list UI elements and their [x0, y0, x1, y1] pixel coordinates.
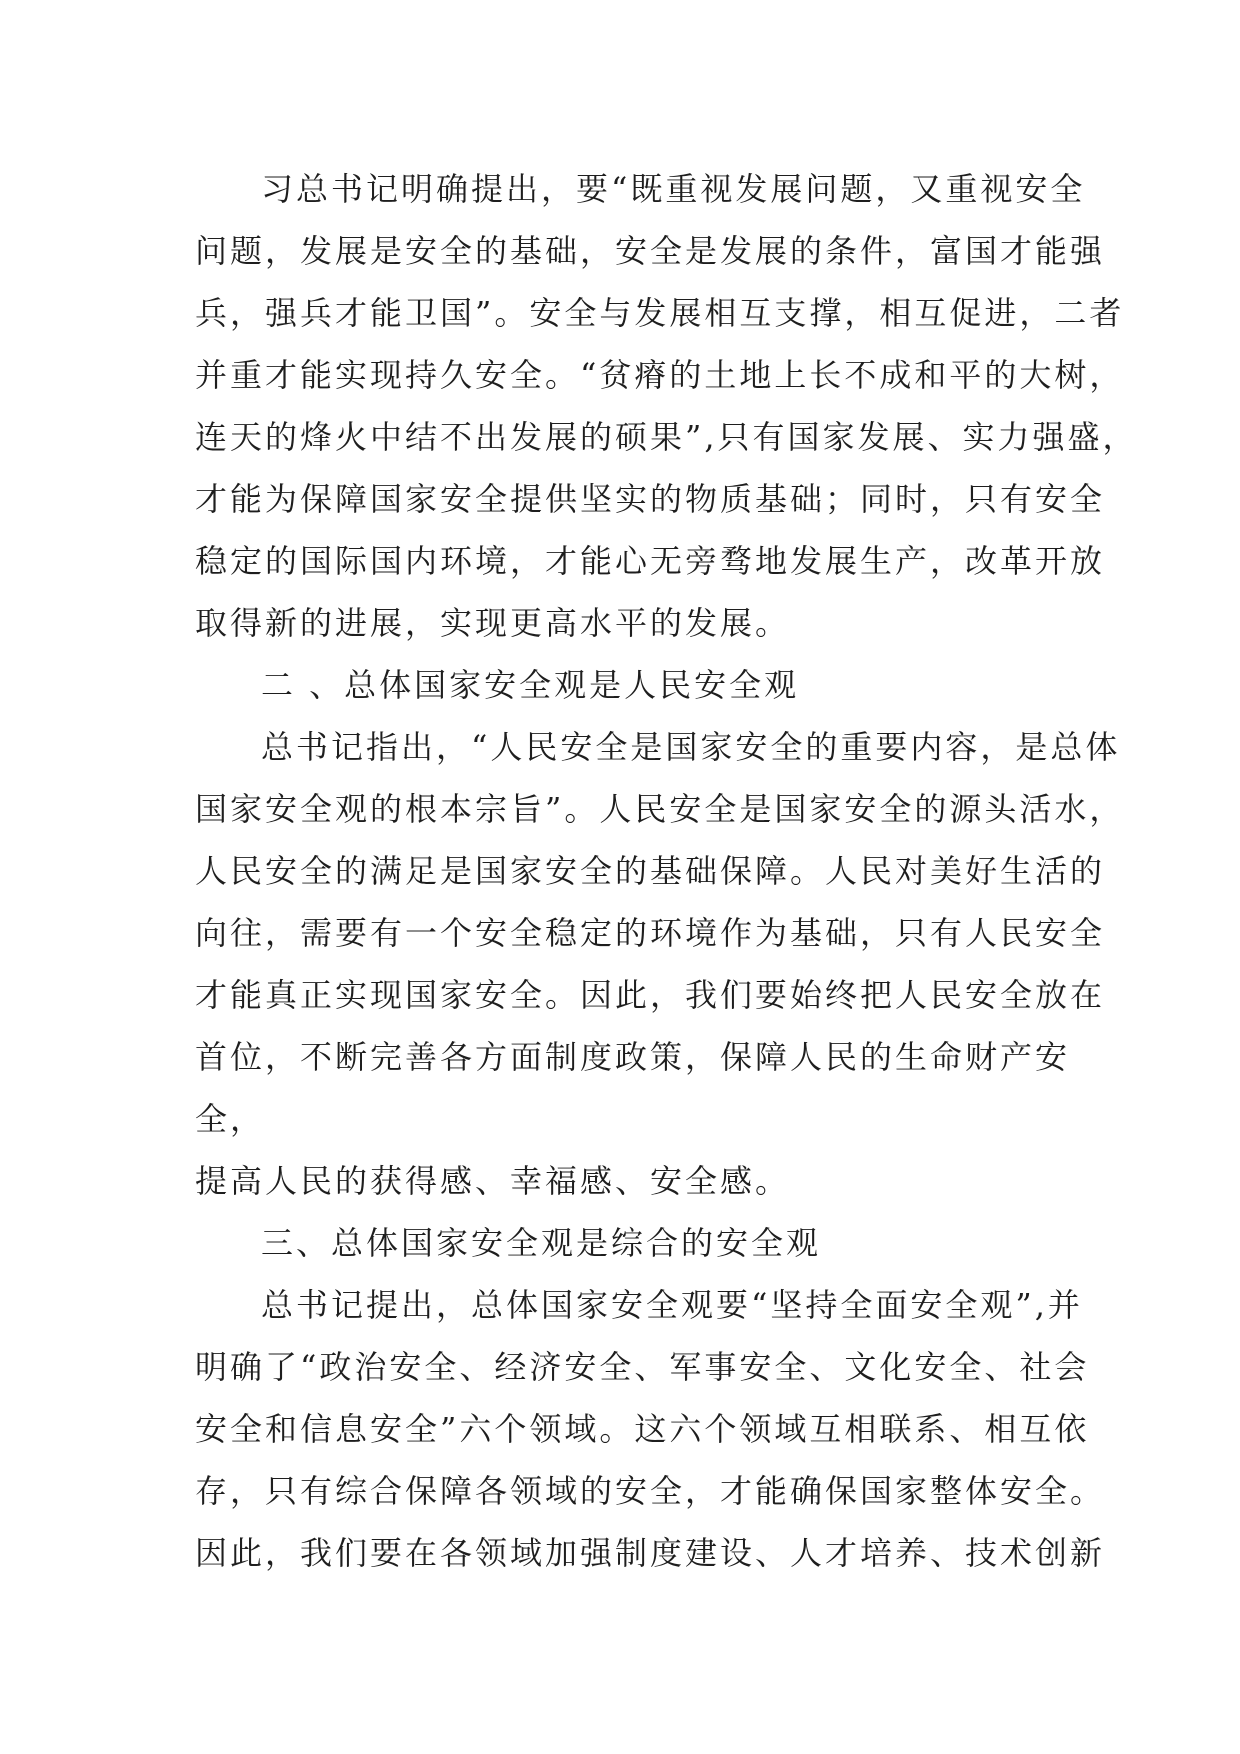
paragraph-line: 才能为保障国家安全提供坚实的物质基础；同时，只有安全 — [195, 480, 1106, 518]
paragraph-line: 取得新的进展，实现更高水平的发展。 — [195, 604, 791, 642]
paragraph-line: 总书记提出，总体国家安全观要“坚持全面安全观”,并 — [261, 1286, 1083, 1324]
paragraph-line: 首位，不断完善各方面制度政策，保障人民的生命财产安 — [195, 1038, 1071, 1076]
paragraph-line: 向往，需要有一个安全稳定的环境作为基础，只有人民安全 — [195, 914, 1106, 952]
paragraph-line: 才能真正实现国家安全。因此，我们要始终把人民安全放在 — [195, 976, 1106, 1014]
paragraph-line: 国家安全观的根本宗旨”。人民安全是国家安全的源头活水， — [195, 790, 1125, 828]
paragraph-line: 连天的烽火中结不出发展的硕果”,只有国家发展、实力强盛， — [195, 418, 1138, 456]
paragraph-line: 存，只有综合保障各领域的安全，才能确保国家整体安全。 — [195, 1472, 1106, 1510]
paragraph-line: 兵，强兵才能卫国”。安全与发展相互支撑，相互促进，二者 — [195, 294, 1125, 332]
paragraph-line: 人民安全的满足是国家安全的基础保障。人民对美好生活的 — [195, 852, 1106, 890]
section-heading: 三、总体国家安全观是综合的安全观 — [261, 1224, 822, 1262]
paragraph-line: 习总书记明确提出，要“既重视发展问题，又重视安全 — [261, 170, 1086, 208]
paragraph-line: 全， — [195, 1100, 266, 1138]
paragraph-line: 明确了“政治安全、经济安全、军事安全、文化安全、社会 — [195, 1348, 1090, 1386]
paragraph-line: 并重才能实现持久安全。“贫瘠的土地上长不成和平的大树， — [195, 356, 1125, 394]
paragraph-line: 因此，我们要在各领域加强制度建设、人才培养、技术创新 — [195, 1534, 1106, 1572]
paragraph-line: 安全和信息安全”六个领域。这六个领域互相联系、相互依 — [195, 1410, 1090, 1448]
section-heading: 二 、总体国家安全观是人民安全观 — [261, 666, 800, 704]
paragraph-line: 提高人民的获得感、幸福感、安全感。 — [195, 1162, 791, 1200]
document-body — [195, 158, 1138, 1584]
paragraph-line: 总书记指出，“人民安全是国家安全的重要内容，是总体 — [261, 728, 1121, 766]
paragraph-line: 稳定的国际国内环境，才能心无旁骛地发展生产，改革开放 — [195, 542, 1106, 580]
paragraph-line: 问题，发展是安全的基础，安全是发展的条件，富国才能强 — [195, 232, 1106, 270]
